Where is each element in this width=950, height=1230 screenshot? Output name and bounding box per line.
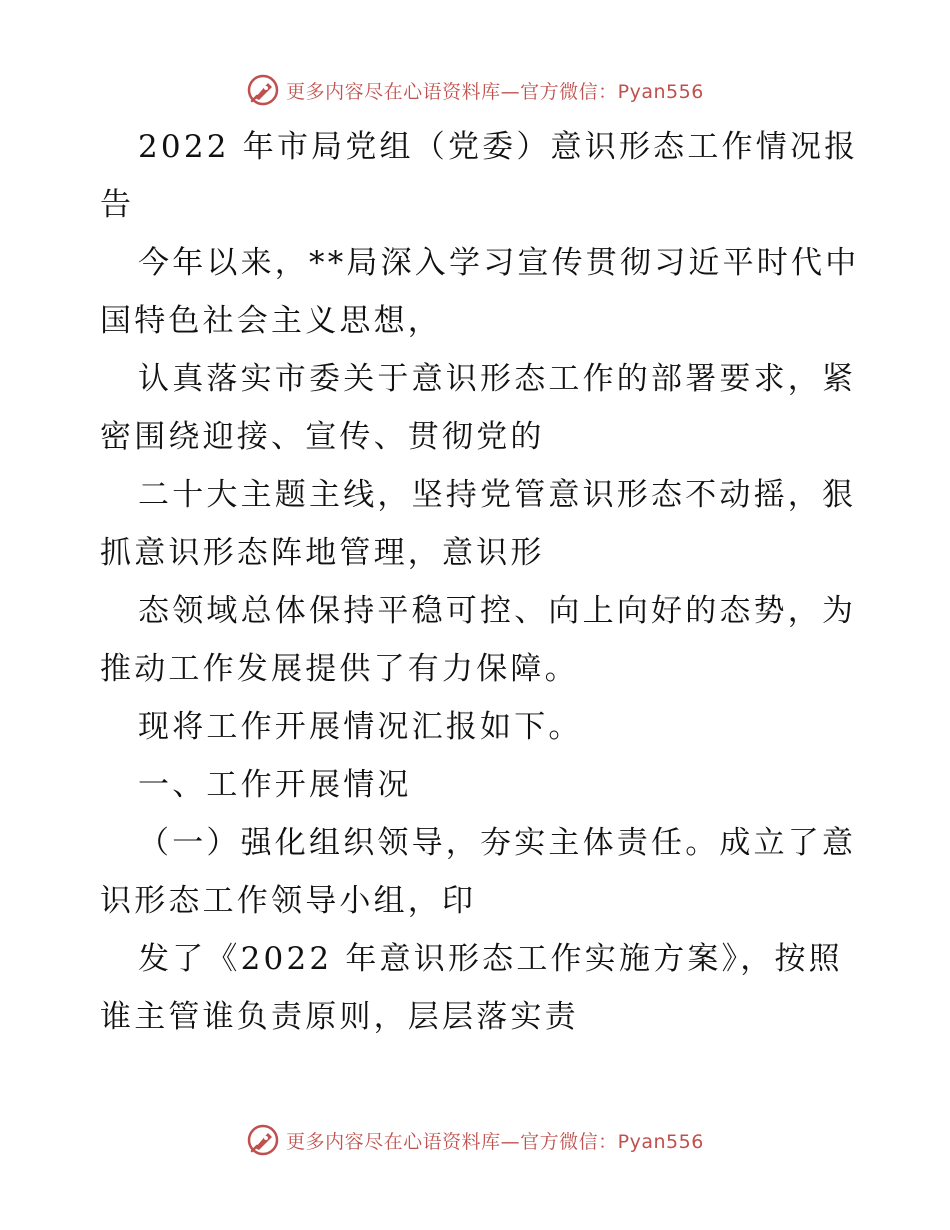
paragraph: （一）强化组织领导，夯实主体责任。成立了意识形态工作领导小组，印 [100,825,857,919]
paragraph: 二十大主题主线，坚持党管意识形态不动摇，狠抓意识形态阵地管理，意识形 [100,477,857,571]
header-watermark-banner [0,70,950,110]
pen-nib-logo-icon [246,1123,280,1157]
paragraph: 态领域总体保持平稳可控、向上向好的态势，为推动工作发展提供了有力保障。 [100,593,857,687]
document-body [100,118,860,1046]
document-title: 2022 年市局党组（党委）意识形态工作情况报告 [100,129,859,223]
footer-watermark-banner [0,1120,950,1160]
pen-nib-logo-icon [246,73,280,107]
paragraph: 现将工作开展情况汇报如下。 [138,709,583,745]
header-watermark-text: 更多内容尽在心语资料库—官方微信：Pyan556 [286,80,704,103]
paragraph: 今年以来，**局深入学习宣传贯彻习近平时代中国特色社会主义思想， [100,245,860,339]
paragraph: 发了《2022 年意识形态工作实施方案》，按照谁主管谁负责原则，层层落实责 [100,941,843,1035]
paragraph: 认真落实市委关于意识形态工作的部署要求，紧密围绕迎接、宣传、贯彻党的 [100,361,857,455]
section-heading: 一、工作开展情况 [138,767,412,803]
footer-watermark-text: 更多内容尽在心语资料库—官方微信：Pyan556 [286,1130,704,1153]
